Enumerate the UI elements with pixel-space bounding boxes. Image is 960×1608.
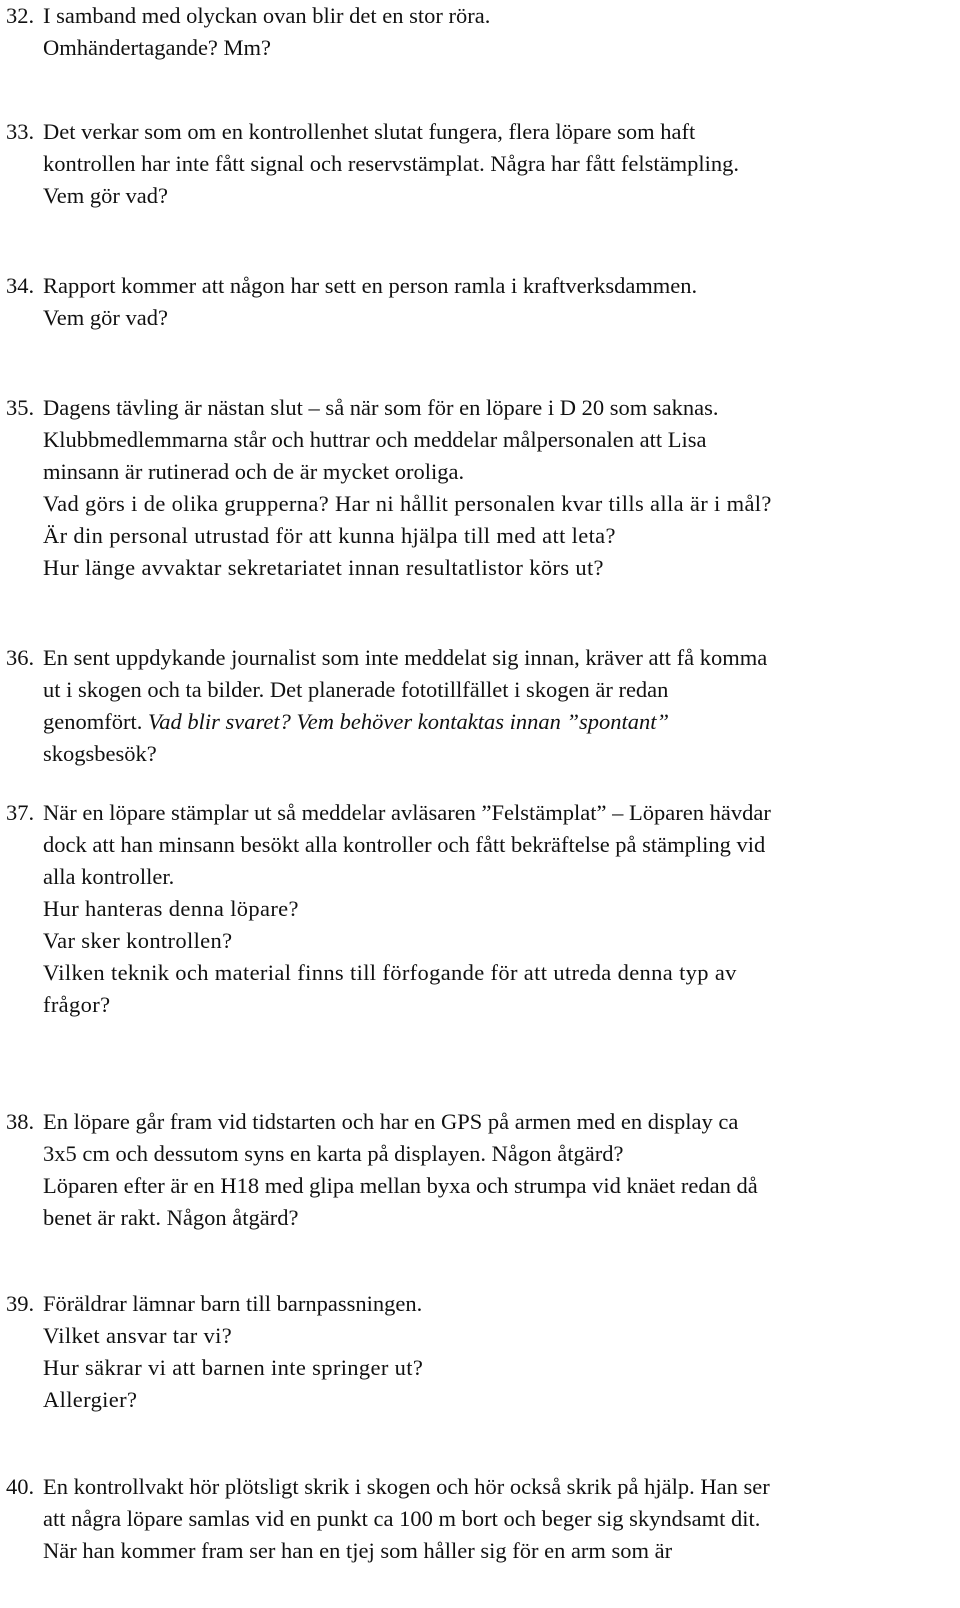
question-text: Vilken teknik och material finns till förfogande för att utreda denna typ av <box>43 960 737 985</box>
question-text: Vem gör vad? <box>43 183 168 208</box>
line <box>0 1202 950 1234</box>
question-39 <box>0 1288 950 1416</box>
question-37 <box>0 797 950 1021</box>
question-text: Var sker kontrollen? <box>43 928 233 953</box>
line <box>0 706 950 738</box>
question-33 <box>0 116 950 212</box>
question-text: frågor? <box>43 992 111 1017</box>
question-40 <box>0 1471 950 1567</box>
question-text <box>43 706 669 738</box>
question-text: Omhändertagande? Mm? <box>43 35 272 60</box>
line <box>0 520 950 552</box>
line <box>0 1384 950 1416</box>
line <box>0 302 950 334</box>
line <box>0 925 950 957</box>
question-number: 34. <box>6 273 35 298</box>
question-text: 3x5 cm och dessutom syns en karta på displayen. Någon åtgärd? <box>43 1141 624 1166</box>
line <box>0 1288 950 1320</box>
line <box>0 552 950 584</box>
question-text: Löparen efter är en H18 med glipa mellan byxa och strumpa vid knäet redan då <box>43 1173 758 1198</box>
question-text: Hur säkrar vi att barnen inte springer ut? <box>43 1355 424 1380</box>
question-number: 33. <box>6 119 35 144</box>
question-text: att några löpare samlas vid en punkt ca 100 m bort och beger sig skyndsamt dit. <box>43 1506 761 1531</box>
question-text-normal: genomfört. <box>43 709 148 734</box>
line <box>0 893 950 925</box>
line <box>0 1320 950 1352</box>
line <box>0 738 950 770</box>
line <box>0 674 950 706</box>
line <box>0 1535 950 1567</box>
question-text: Allergier? <box>43 1387 138 1412</box>
question-text: Klubbmedlemmarna står och huttrar och meddelar målpersonalen att Lisa <box>43 427 707 452</box>
question-text: En sent uppdykande journalist som inte meddelat sig innan, kräver att få komma <box>43 645 768 670</box>
question-text: dock att han minsann besökt alla kontroller och fått bekräftelse på stämpling vid <box>43 832 766 857</box>
line <box>0 1138 950 1170</box>
line <box>0 1106 950 1138</box>
question-text: Rapport kommer att någon har sett en person ramla i kraftverksdammen. <box>43 273 698 298</box>
line <box>0 180 950 212</box>
question-number: 38. <box>6 1109 35 1134</box>
question-text: När en löpare stämplar ut så meddelar avläsaren ”Felstämplat” – Löparen hävdar <box>43 800 771 825</box>
question-38 <box>0 1106 950 1234</box>
line <box>0 829 950 861</box>
line <box>0 1503 950 1535</box>
question-text: Vem gör vad? <box>43 305 168 330</box>
question-number: 37. <box>6 800 35 825</box>
question-32 <box>0 0 950 64</box>
question-text: En löpare går fram vid tidstarten och har en GPS på armen med en display ca <box>43 1109 739 1134</box>
question-text: kontrollen har inte fått signal och reservstämplat. Några har fått felstämpling. <box>43 151 740 176</box>
question-36 <box>0 642 950 770</box>
question-text: I samband med olyckan ovan blir det en stor röra. <box>43 3 491 28</box>
question-number: 32. <box>6 3 35 28</box>
line <box>0 861 950 893</box>
question-text: benet är rakt. Någon åtgärd? <box>43 1205 299 1230</box>
question-text: När han kommer fram ser han en tjej som håller sig för en arm som är <box>43 1538 673 1563</box>
question-text: Föräldrar lämnar barn till barnpassningen. <box>43 1291 423 1316</box>
question-number: 39. <box>6 1291 35 1316</box>
question-34 <box>0 270 950 334</box>
line <box>0 392 950 424</box>
question-text: minsann är rutinerad och de är mycket oroliga. <box>43 459 465 484</box>
question-text: En kontrollvakt hör plötsligt skrik i skogen och hör också skrik på hjälp. Han ser <box>43 1474 770 1499</box>
question-text: Det verkar som om en kontrollenhet slutat fungera, flera löpare som haft <box>43 119 696 144</box>
question-number: 35. <box>6 395 35 420</box>
question-text: alla kontroller. <box>43 864 175 889</box>
line <box>0 148 950 180</box>
line <box>0 456 950 488</box>
line <box>0 116 950 148</box>
question-text: ut i skogen och ta bilder. Det planerade fototillfället i skogen är redan <box>43 677 669 702</box>
line <box>0 488 950 520</box>
line <box>0 1170 950 1202</box>
question-text-italic: Vad blir svaret? Vem behöver kontaktas innan ”spontant” <box>147 709 669 734</box>
question-text: Vad görs i de olika grupperna? Har ni hållit personalen kvar tills alla är i mål? <box>43 491 772 516</box>
line <box>0 270 950 302</box>
line <box>0 989 950 1021</box>
line <box>0 642 950 674</box>
line <box>0 1352 950 1384</box>
question-text: skogsbesök? <box>43 741 157 766</box>
question-35 <box>0 392 950 584</box>
question-text: Dagens tävling är nästan slut – så när som för en löpare i D 20 som saknas. <box>43 395 719 420</box>
question-number: 40. <box>6 1474 35 1499</box>
line <box>0 957 950 989</box>
line <box>0 32 950 64</box>
line <box>0 797 950 829</box>
question-text: Hur länge avvaktar sekretariatet innan resultatlistor körs ut? <box>43 555 604 580</box>
question-number: 36. <box>6 645 35 670</box>
line <box>0 1471 950 1503</box>
line <box>0 0 950 32</box>
line <box>0 424 950 456</box>
question-text: Är din personal utrustad för att kunna hjälpa till med att leta? <box>43 523 616 548</box>
question-text: Hur hanteras denna löpare? <box>43 896 299 921</box>
question-text: Vilket ansvar tar vi? <box>43 1323 233 1348</box>
